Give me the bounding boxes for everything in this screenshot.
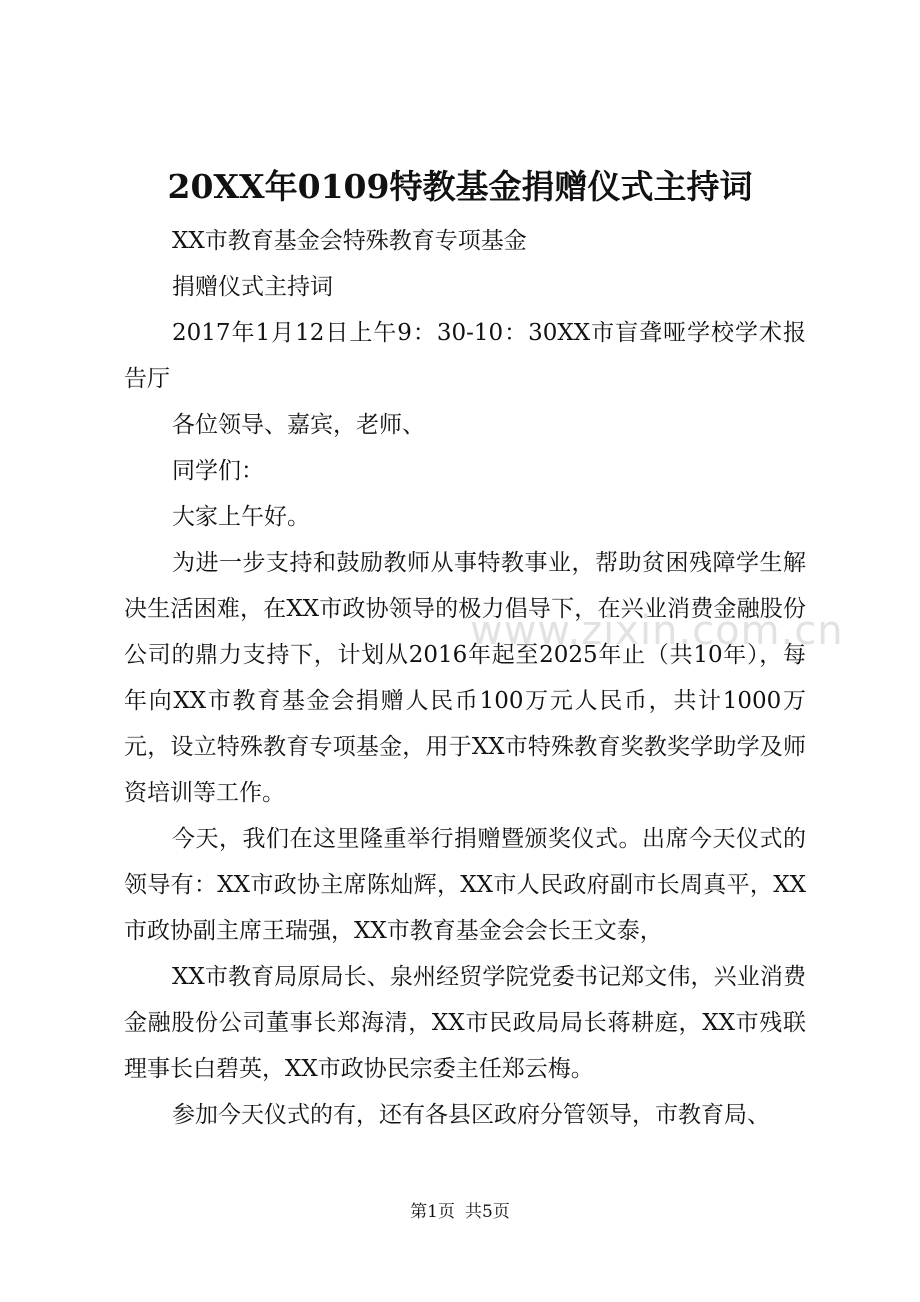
paragraph-greeting-2: 同学们： bbox=[172, 458, 264, 484]
document-title: 20XX年0109特教基金捐赠仪式主持词 bbox=[167, 167, 753, 206]
paragraph-greeting-3: 大家上午好。 bbox=[172, 504, 310, 530]
paragraph-background: 为进一步支持和鼓励教师从事特教事业，帮助贫困残障学生解决生活困难，在XX市政协领导的极力倡导下，在兴业消费金融股份公司的鼎力支持下，计划从2016年起至2025年止（共10年），每年向XX市教育基金会捐赠人民币100万元人民币，共计1000万元，设立特殊教育专项基金，用于XX市特殊教育奖教奖学助学及师资培训等工作。 bbox=[124, 550, 806, 806]
document-body bbox=[124, 218, 806, 1138]
paragraph-fund-name: XX市教育基金会特殊教育专项基金 bbox=[172, 228, 527, 254]
watermark: www.zixin.com.cn bbox=[470, 608, 844, 654]
paragraph-leaders-1: 今天，我们在这里隆重举行捐赠暨颁奖仪式。出席今天仪式的领导有：XX市政协主席陈灿辉，XX市人民政府副市长周真平，XX市政协副主席王瑞强，XX市教育基金会会长王文泰， bbox=[124, 826, 806, 944]
page-number: 第1页 bbox=[410, 1202, 455, 1222]
paragraph-leaders-2: XX市教育局原局长、泉州经贸学院党委书记郑文伟，兴业消费金融股份公司董事长郑海清，XX市民政局局长蒋耕庭，XX市残联理事长白碧英，XX市政协民宗委主任郑云梅。 bbox=[124, 964, 806, 1082]
page-total: 共5页 bbox=[465, 1202, 510, 1222]
paragraph-greeting-1: 各位领导、嘉宾，老师、 bbox=[172, 412, 425, 438]
paragraph-time-venue: 2017年1月12日上午9：30-10：30XX市盲聋哑学校学术报告厅 bbox=[124, 320, 806, 392]
paragraph-speech-title: 捐赠仪式主持词 bbox=[172, 274, 333, 300]
paragraph-attendees: 参加今天仪式的有，还有各县区政府分管领导，市教育局、 bbox=[172, 1102, 770, 1128]
page-footer bbox=[0, 1200, 920, 1224]
